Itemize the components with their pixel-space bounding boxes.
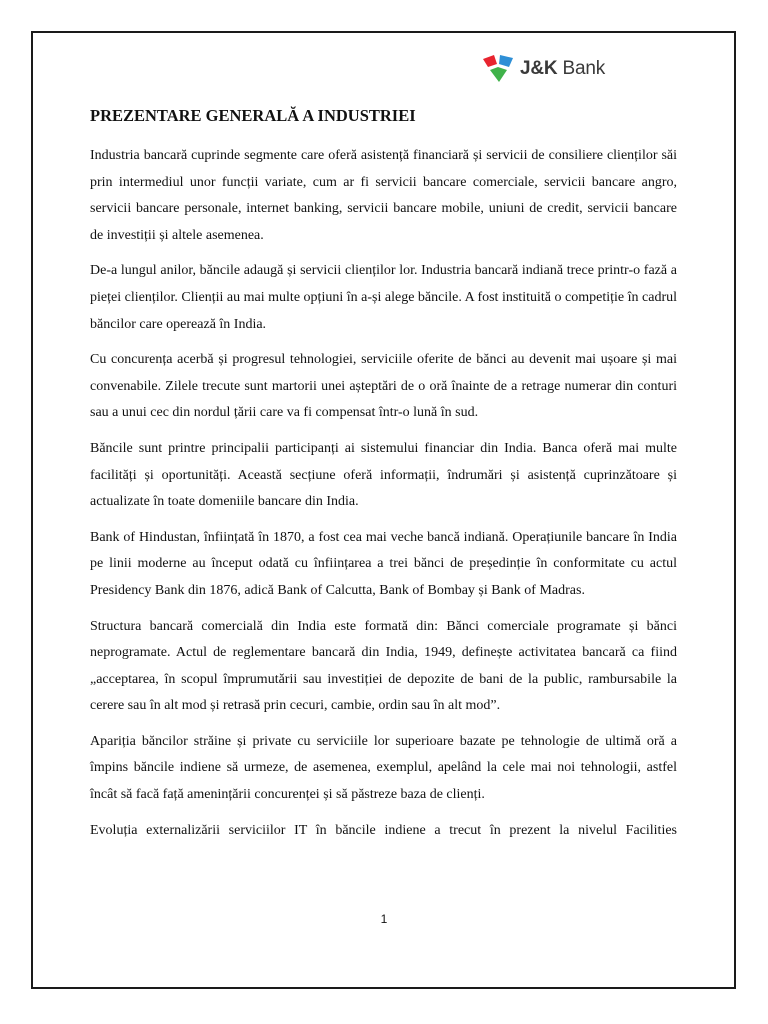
logo-word: Bank: [562, 58, 606, 79]
paragraph: Evoluția externalizării serviciilor IT în băncile indiene a trecut în prezent la nivelul Facilities: [90, 822, 677, 838]
paragraph: Structura bancară comercială din India este formată din: Bănci comerciale programate și bănci neprogramate. Actul de reglementare bancară din India, 1949, definește activitatea bancară ca fiind „acceptarea, în scopul împrumutării sau investiției de depozite de bani de la public, rambursabile la cerere sau în alt mod și retrasă prin cecuri, cambie, ordin sau în alt mod”.: [90, 618, 677, 714]
paragraph: Băncile sunt printre principalii participanți ai sistemului financiar din India. Banca oferă mai multe facilități și oportunități. Această secțiune oferă informații, îndrumări și asistență cuprinzătoare și actualizate în toate domeniile bancare din India.: [90, 440, 677, 510]
jk-bank-logo-icon: [480, 52, 516, 86]
paragraph: Bank of Hindustan, înființată în 1870, a fost cea mai veche bancă indiană. Operațiunile bancare în India pe linii moderne au început odată cu înființarea a trei bănci de președinție în conformitate cu actul Presidency Bank din 1876, adică Bank of Calcutta, Bank of Bombay și Bank of Madras.: [90, 529, 677, 598]
paragraph: Industria bancară cuprinde segmente care oferă asistență financiară și servicii de consiliere clienților săi prin intermediul unor funcții variate, cum ar fi servicii bancare comerciale, servicii bancare angro, servicii bancare personale, internet banking, servicii bancare mobile, uniuni de credit, servicii bancare de investiții și altele asemenea.: [90, 148, 677, 243]
page-number: 1: [380, 912, 388, 926]
logo-wordmark: [520, 58, 605, 80]
paragraph: De-a lungul anilor, băncile adaugă și servicii clienților lor. Industria bancară indiană trece printr-o fază a pieței clienților. Clienții au mai multe opțiuni în a-și alege băncile. A fost instituită o competiție în cadrul băncilor care operează în India.: [90, 263, 677, 332]
jk-bank-logo: [480, 51, 605, 87]
paragraph: Apariția băncilor străine și private cu serviciile lor superioare bazate pe tehnologie de ultimă oră a împins băncile indiene să urmeze, de asemenea, exemplul, apelând la cele mai noi tehnologii, astfel încât să facă față amenințării concurenței și să păstreze baza de clienți.: [90, 733, 677, 803]
paragraph: Cu concurența acerbă și progresul tehnologiei, serviciile oferite de bănci au devenit mai ușoare și mai convenabile. Zilele trecute sunt martorii unei așteptări de o oră înainte de a retrage numerar din conturi sau a unui cec din nordul țării care va fi compensat într-o lună în sud.: [90, 352, 677, 421]
logo-brand: J&K: [520, 58, 558, 79]
document-title: PREZENTARE GENERALĂ A INDUSTRIEI: [90, 106, 416, 125]
document-body: [90, 104, 677, 853]
